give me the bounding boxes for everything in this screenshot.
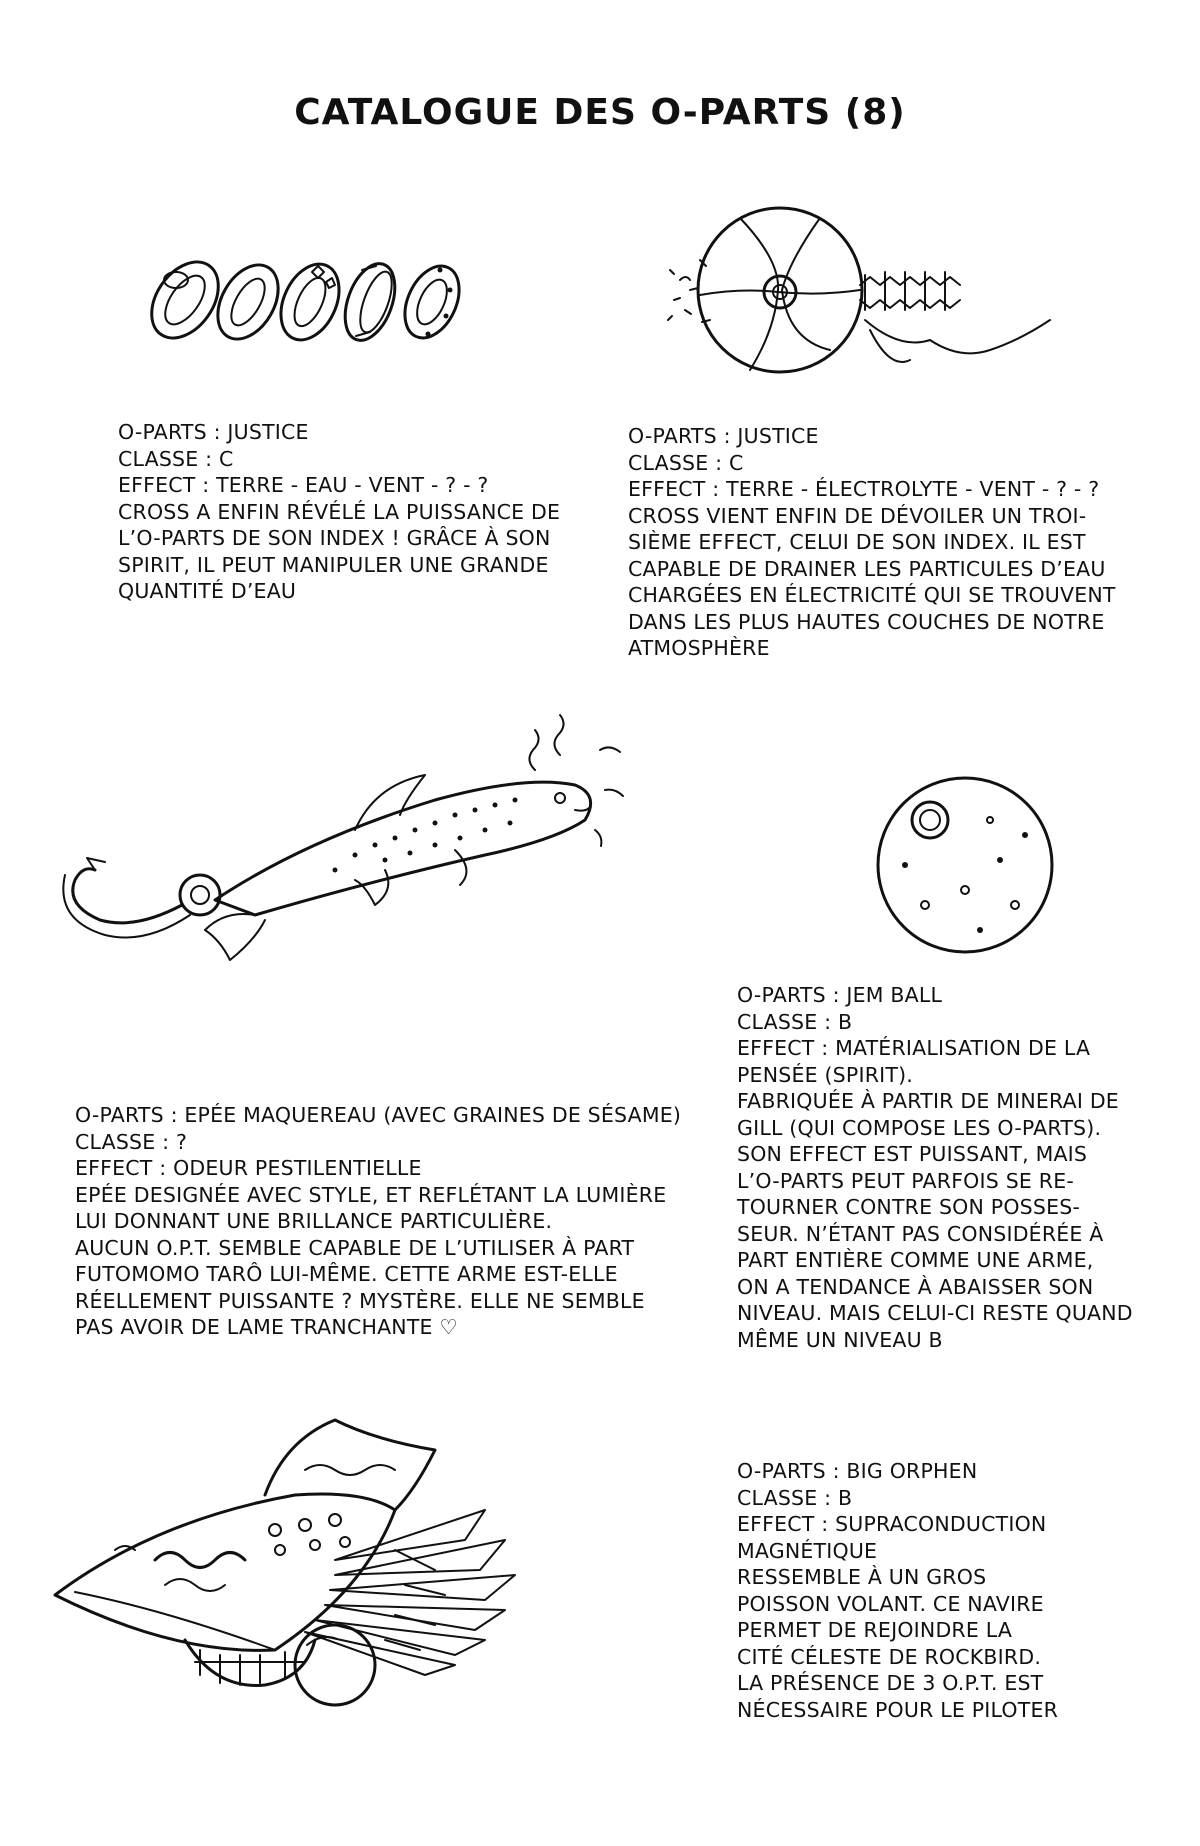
entry-line: GILL (QUI COMPOSE LES O-PARTS).: [737, 1115, 1102, 1140]
entry-line: SEUR. N’ÉTANT PAS CONSIDÉRÉE À: [737, 1221, 1104, 1246]
fish-sword-illustration: [55, 690, 655, 990]
entry-line: EFFECT : TERRE - ÉLECTROLYTE - VENT - ? - ?: [628, 477, 1100, 501]
entry-line: EFFECT : SUPRACONDUCTION: [737, 1512, 1047, 1536]
entry-line: CLASSE : C: [628, 450, 744, 475]
entry-line: MAGNÉTIQUE: [737, 1538, 878, 1563]
entry-line: CROSS VIENT ENFIN DE DÉVOILER UN TROI-: [628, 503, 1087, 528]
entry-line: L’O-PARTS PEUT PARFOIS SE RE-: [737, 1168, 1074, 1193]
entry-line: MÊME UN NIVEAU B: [737, 1327, 943, 1352]
entry-line: O-PARTS : EPÉE MAQUEREAU (AVEC GRAINES DE SÉSAME): [75, 1103, 682, 1127]
entry-line: ON A TENDANCE À ABAISSER SON: [737, 1274, 1094, 1299]
entry-line: O-PARTS : JEM BALL: [737, 983, 943, 1007]
entry-line: CLASSE : ?: [75, 1129, 188, 1154]
entry-line: O-PARTS : BIG ORPHEN: [737, 1459, 978, 1483]
entry-line: LUI DONNANT UNE BRILLANCE PARTICULIÈRE.: [75, 1209, 553, 1233]
entry-line: EFFECT : ODEUR PESTILENTIELLE: [75, 1156, 422, 1180]
entry-line: CROSS A ENFIN RÉVÉLÉ LA PUISSANCE DE: [118, 499, 561, 524]
entry-line: SON EFFECT EST PUISSANT, MAIS: [737, 1142, 1088, 1166]
entry-justice-rings: [118, 419, 560, 605]
entry-line: PAS AVOIR DE LAME TRANCHANTE ♡: [75, 1315, 458, 1339]
entry-justice-sphere: [628, 423, 1116, 662]
rings-illustration: [140, 250, 470, 350]
page-title: CATALOGUE DES O-PARTS (8): [294, 92, 906, 133]
entry-epee-maquereau: [75, 1102, 681, 1341]
entry-line: O-PARTS : JUSTICE: [628, 424, 819, 448]
ring-2-icon: [205, 254, 290, 349]
entry-line: FUTOMOMO TARÔ LUI-MÊME. CETTE ARME EST-ELLE: [75, 1262, 618, 1286]
entry-line: LA PRÉSENCE DE 3 O.P.T. EST: [737, 1671, 1044, 1695]
ring-1-icon: [140, 250, 232, 350]
entry-line: O-PARTS : JUSTICE: [118, 420, 309, 444]
entry-line: NÉCESSAIRE POUR LE PILOTER: [737, 1697, 1059, 1722]
entry-line: PENSÉE (SPIRIT).: [737, 1062, 914, 1087]
entry-line: DANS LES PLUS HAUTES COUCHES DE NOTRE: [628, 609, 1105, 634]
justice-sphere-illustration: [660, 200, 1060, 390]
entry-line: CHARGÉES EN ÉLECTRICITÉ QUI SE TROUVENT: [628, 583, 1116, 607]
entry-line: CITÉ CÉLESTE DE ROCKBIRD.: [737, 1644, 1042, 1669]
entry-line: SPIRIT, IL PEUT MANIPULER UNE GRANDE: [118, 552, 549, 577]
entry-line: RÉELLEMENT PUISSANTE ? MYSTÈRE. ELLE NE SEMBLE: [75, 1288, 645, 1313]
entry-line: NIVEAU. MAIS CELUI-CI RESTE QUAND: [737, 1301, 1133, 1325]
ring-4-icon: [336, 257, 405, 347]
entry-line: FABRIQUÉE À PARTIR DE MINERAI DE: [737, 1089, 1119, 1113]
entry-big-orphen: [737, 1458, 1058, 1723]
entry-line: AUCUN O.P.T. SEMBLE CAPABLE DE L’UTILISER À PART: [75, 1235, 635, 1260]
entry-line: POISSON VOLANT. CE NAVIRE: [737, 1591, 1044, 1616]
jem-ball-illustration: [865, 765, 1065, 965]
entry-line: PERMET DE REJOINDRE LA: [737, 1618, 1013, 1642]
entry-line: CLASSE : B: [737, 1009, 853, 1034]
entry-line: EPÉE DESIGNÉE AVEC STYLE, ET REFLÉTANT LA LUMIÈRE: [75, 1182, 667, 1207]
entry-line: SIÈME EFFECT, CELUI DE SON INDEX. IL EST: [628, 530, 1086, 554]
ring-3-icon: [270, 255, 351, 349]
entry-line: CLASSE : B: [737, 1485, 853, 1510]
big-orphen-ship-illustration: [35, 1400, 675, 1720]
entry-line: EFFECT : TERRE - EAU - VENT - ? - ?: [118, 473, 489, 497]
entry-line: RESSEMBLE À UN GROS: [737, 1565, 987, 1589]
entry-line: QUANTITÉ D’EAU: [118, 579, 297, 603]
entry-line: EFFECT : MATÉRIALISATION DE LA: [737, 1036, 1091, 1060]
entry-line: TOURNER CONTRE SON POSSES-: [737, 1195, 1081, 1219]
entry-line: PART ENTIÈRE COMME UNE ARME,: [737, 1248, 1094, 1272]
entry-line: ATMOSPHÈRE: [628, 636, 770, 660]
entry-line: L’O-PARTS DE SON INDEX ! GRÂCE À SON: [118, 526, 551, 550]
ring-5-icon: [394, 257, 470, 346]
entry-line: CLASSE : C: [118, 446, 234, 471]
entry-jem-ball: [737, 982, 1133, 1353]
entry-line: CAPABLE DE DRAINER LES PARTICULES D’EAU: [628, 556, 1106, 581]
